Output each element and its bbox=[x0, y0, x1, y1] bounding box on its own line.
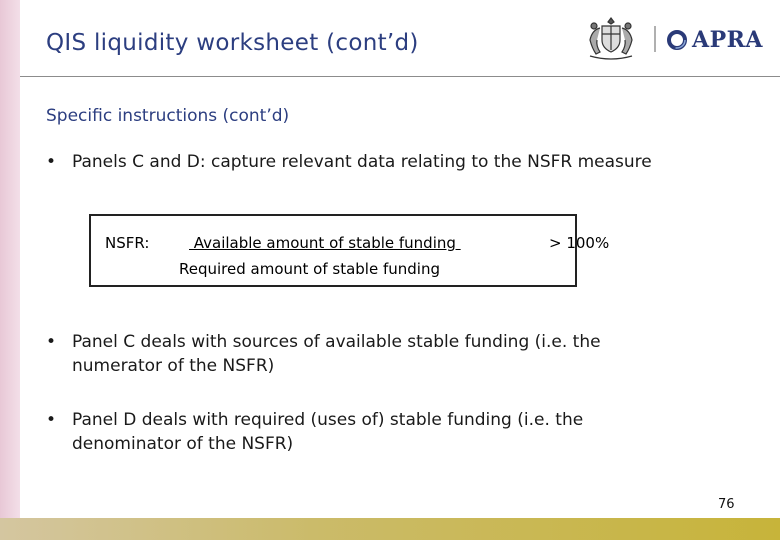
bullet-text-continued: numerator of the NSFR) bbox=[72, 356, 275, 376]
page-number: 76 bbox=[718, 497, 735, 512]
bullet-marker: • bbox=[46, 332, 57, 352]
title-divider bbox=[20, 76, 780, 77]
apra-ring-icon bbox=[666, 29, 688, 51]
formula-label: NSFR: bbox=[105, 234, 150, 252]
left-accent-bar bbox=[0, 0, 20, 520]
bullet-marker: • bbox=[46, 152, 57, 172]
bullet-text: Panel C deals with sources of available stable funding (i.e. the bbox=[72, 332, 601, 352]
formula-numerator: Available amount of stable funding bbox=[189, 234, 461, 252]
formula-denominator: Required amount of stable funding bbox=[179, 260, 440, 278]
bullet-text: Panel D deals with required (uses of) stable funding (i.e. the bbox=[72, 410, 584, 430]
slide-title: QIS liquidity worksheet (cont’d) bbox=[46, 30, 419, 56]
nsfr-formula-box bbox=[89, 214, 610, 287]
bottom-accent-bar bbox=[0, 518, 780, 540]
section-subheading: Specific instructions (cont’d) bbox=[46, 106, 290, 126]
apra-logo bbox=[666, 26, 763, 54]
formula-threshold: > 100% bbox=[549, 234, 610, 252]
coat-of-arms-icon bbox=[580, 14, 642, 62]
bullet-marker: • bbox=[46, 410, 57, 430]
bullet-text: Panels C and D: capture relevant data relating to the NSFR measure bbox=[72, 152, 652, 172]
bullet-text-continued: denominator of the NSFR) bbox=[72, 434, 294, 454]
apra-logo-text: APRA bbox=[692, 27, 763, 53]
logo-divider bbox=[654, 26, 656, 52]
